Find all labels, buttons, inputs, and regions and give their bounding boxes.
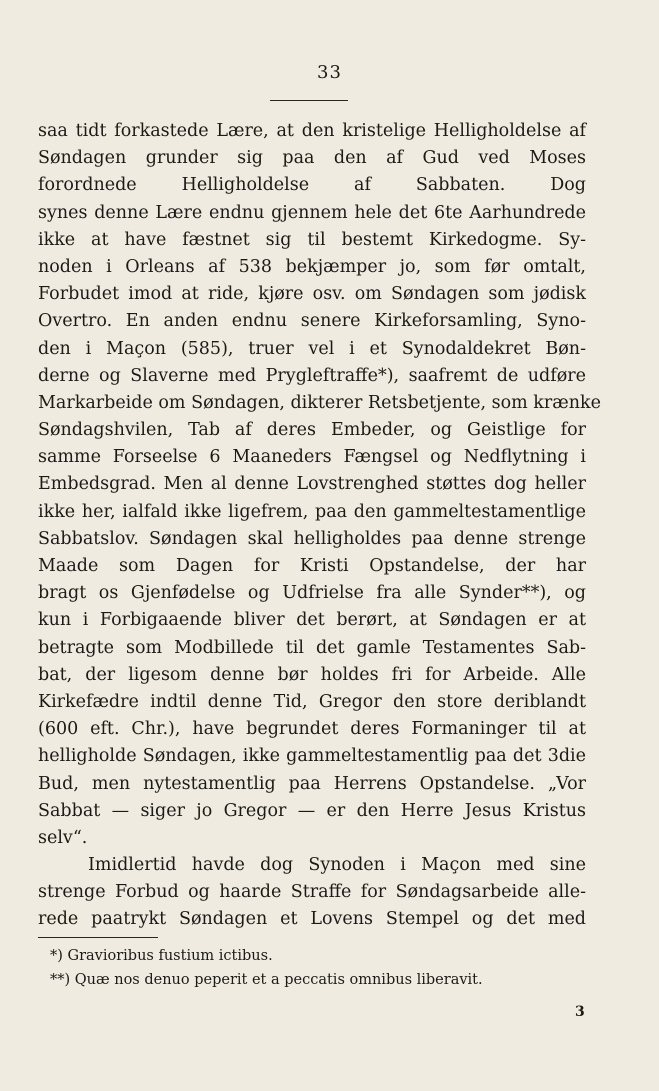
footnote: **) Quæ nos denuo peperit et a peccatis omnibus liberavit. — [50, 972, 483, 988]
text-line: kun i Forbigaaende bliver det berørt, at Søndagen er at — [38, 610, 586, 631]
text-line: Embedsgrad. Men al denne Lovstrenghed støttes dog heller — [38, 474, 586, 495]
text-line: forordnede Helligholdelse af Sabbaten. Dog — [38, 175, 586, 196]
footnotes — [50, 944, 580, 992]
text-line: selv“. — [38, 827, 88, 848]
text-line: synes denne Lære endnu gjennem hele det 6te Aarhundrede — [38, 202, 586, 223]
signature-mark: 3 — [575, 1004, 585, 1020]
text-line: Bud, men nytestamentlig paa Herrens Opstandelse. „Vor — [38, 773, 586, 794]
text-line: derne og Slaverne med Prygleftraffe*), saafremt de udføre — [38, 365, 586, 386]
text-line: Sabbatslov. Søndagen skal helligholdes paa denne strenge — [38, 528, 586, 549]
footnote: *) Gravioribus fustium ictibus. — [50, 948, 273, 964]
text-line: bat, der ligesom denne bør holdes fri for Arbeide. Alle — [38, 664, 586, 685]
text-line: ikke her, ialfald ikke ligefrem, paa den gammeltestamentlige — [38, 501, 586, 522]
text-line: rede paatrykt Søndagen et Lovens Stempel og det med — [38, 909, 586, 930]
page-number: 33 — [317, 62, 342, 83]
text-line: ikke at have fæstnet sig til bestemt Kirkedogme. Sy- — [38, 229, 586, 250]
text-line: Kirkefædre indtil denne Tid, Gregor den store deriblandt — [38, 691, 586, 712]
text-line: betragte som Modbillede til det gamle Testamentes Sab- — [38, 637, 586, 658]
text-line: Maade som Dagen for Kristi Opstandelse, der har — [38, 556, 586, 576]
text-line: helligholde Søndagen, ikke gammeltestamentlig paa det 3die — [38, 746, 586, 767]
text-line: samme Forseelse 6 Maaneders Fængsel og Nedflytning i — [38, 447, 586, 468]
text-line: (600 eft. Chr.), have begrundet deres Formaninger til at — [38, 719, 586, 740]
text-line: Søndagen grunder sig paa den af Gud ved Moses — [38, 148, 586, 169]
text-line: Søndagshvilen, Tab af deres Embeder, og Geistlige for — [38, 420, 586, 441]
header-rule — [270, 100, 348, 101]
text-line: saa tidt forkastede Lære, at den kristelige Helligholdelse af — [38, 121, 586, 141]
text-line: bragt os Gjenfødelse og Udfrielse fra alle Synder**), og — [38, 583, 586, 604]
text-line: noden i Orleans af 538 bekjæmper jo, som før omtalt, — [38, 256, 586, 277]
text-line: Forbudet imod at ride, kjøre osv. om Søndagen som jødisk — [38, 284, 586, 305]
text-line: Overtro. En anden endnu senere Kirkeforsamling, Syno- — [38, 311, 586, 332]
text-line: strenge Forbud og haarde Straffe for Søndagsarbeide alle- — [38, 882, 586, 903]
text-line: Markarbeide om Søndagen, dikterer Retsbetjente, som krænke — [38, 392, 601, 413]
body-text — [38, 118, 601, 934]
text-line: den i Maçon (585), truer vel i et Synodaldekret Bøn- — [38, 338, 586, 359]
footnote-rule — [38, 937, 158, 938]
text-line: Sabbat — siger jo Gregor — er den Herre Jesus Kristus — [38, 800, 586, 821]
text-line: Imidlertid havde dog Synoden i Maçon med sine — [88, 855, 586, 876]
